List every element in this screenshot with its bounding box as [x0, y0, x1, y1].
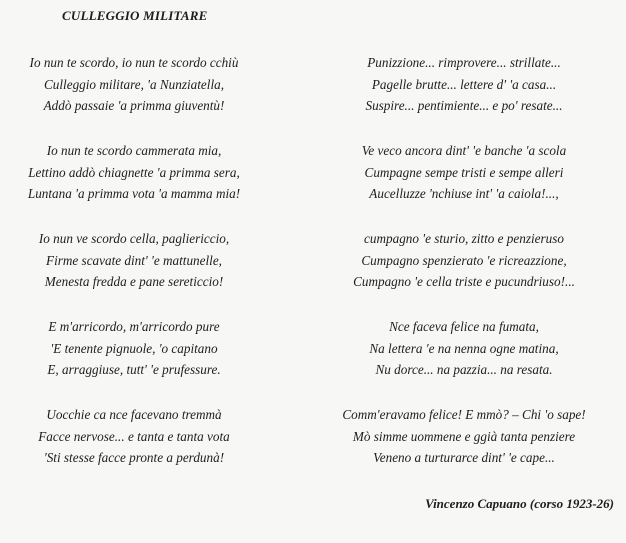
verse-line: Io nun te scordo cammerata mia,	[46, 143, 222, 158]
verse-line: Uocchie ca nce facevano tremmà	[46, 407, 222, 422]
verse-line: Punizzione... rimprovere... strillate...	[367, 55, 561, 70]
verse-line: Veneno a turturarce dint' 'e cape...	[373, 450, 555, 465]
verse-line: 'Sti stesse facce pronte a perdunà!	[43, 450, 225, 465]
verse-line: Io nun te scordo, io nun te scordo cchiù	[29, 55, 239, 70]
stanza	[0, 228, 268, 316]
verse-line: Addò passaie 'a primma giuventù!	[43, 98, 225, 113]
verse-line: Nce faceva felice na fumata,	[389, 319, 539, 334]
verse-line: Culleggio militare, 'a Nunziatella,	[44, 76, 224, 92]
stanza	[0, 52, 268, 140]
stanza	[0, 316, 268, 404]
left-column	[0, 52, 268, 492]
verse-line: Facce nervose... e tanta e tanta vota	[38, 428, 230, 444]
verse-line: cumpagno 'e sturio, zitto e penzieruso	[364, 231, 564, 246]
verse-line: Cumpagne sempe tristi e sempe alleri	[364, 164, 564, 180]
stanza	[314, 316, 614, 404]
author-signature: Vincenzo Capuano (corso 1923-26)	[425, 496, 614, 511]
verse-line: Nu dorce... na pazzia... na resata.	[375, 362, 553, 377]
verse-line: Luntana 'a primma vota 'a mamma mia!	[27, 186, 241, 201]
verse-line: 'E tenente pignuole, 'o capitano	[50, 340, 218, 356]
stanza	[314, 140, 614, 228]
verse-line: E, arraggiuse, tutt' 'e prufessure.	[47, 362, 221, 377]
verse-line: Na lettera 'e na nenna ogne matina,	[369, 340, 559, 356]
verse-line: Cumpagno spenzierato 'e ricreazzione,	[361, 252, 567, 268]
stanza	[0, 140, 268, 228]
poem-title: CULLEGGIO MILITARE	[62, 8, 208, 23]
verse-line: Io nun ve scordo cella, pagliericcio,	[38, 231, 230, 246]
verse-line: Comm'eravamo felice! E mmò? – Chi 'o sape!	[342, 407, 586, 422]
verse-line: Menesta fredda e pane sereticcio!	[44, 274, 224, 289]
right-column	[314, 52, 614, 492]
verse-line: Mò simme uommene e ggià tanta penziere	[352, 428, 576, 444]
stanza	[314, 52, 614, 140]
verse-line: E m'arricordo, m'arricordo pure	[48, 319, 220, 334]
verse-line: Suspire... pentimiente... e po' resate...	[365, 98, 563, 113]
stanza	[0, 404, 268, 492]
verse-line: Ve veco ancora dint' 'e banche 'a scola	[361, 143, 567, 158]
stanza	[314, 404, 614, 492]
stanza	[314, 228, 614, 316]
verse-line: Lettino addò chiagnette 'a primma sera,	[28, 164, 240, 180]
verse-line: Pagelle brutte... lettere d' 'a casa...	[371, 76, 557, 92]
verse-line: Cumpagno 'e cella triste e pucundriuso!...	[353, 274, 575, 289]
verse-line: Firme scavate dint' 'e mattunelle,	[46, 252, 222, 268]
verse-line: Aucelluzze 'nchiuse int' 'a caiola!...,	[369, 186, 559, 201]
